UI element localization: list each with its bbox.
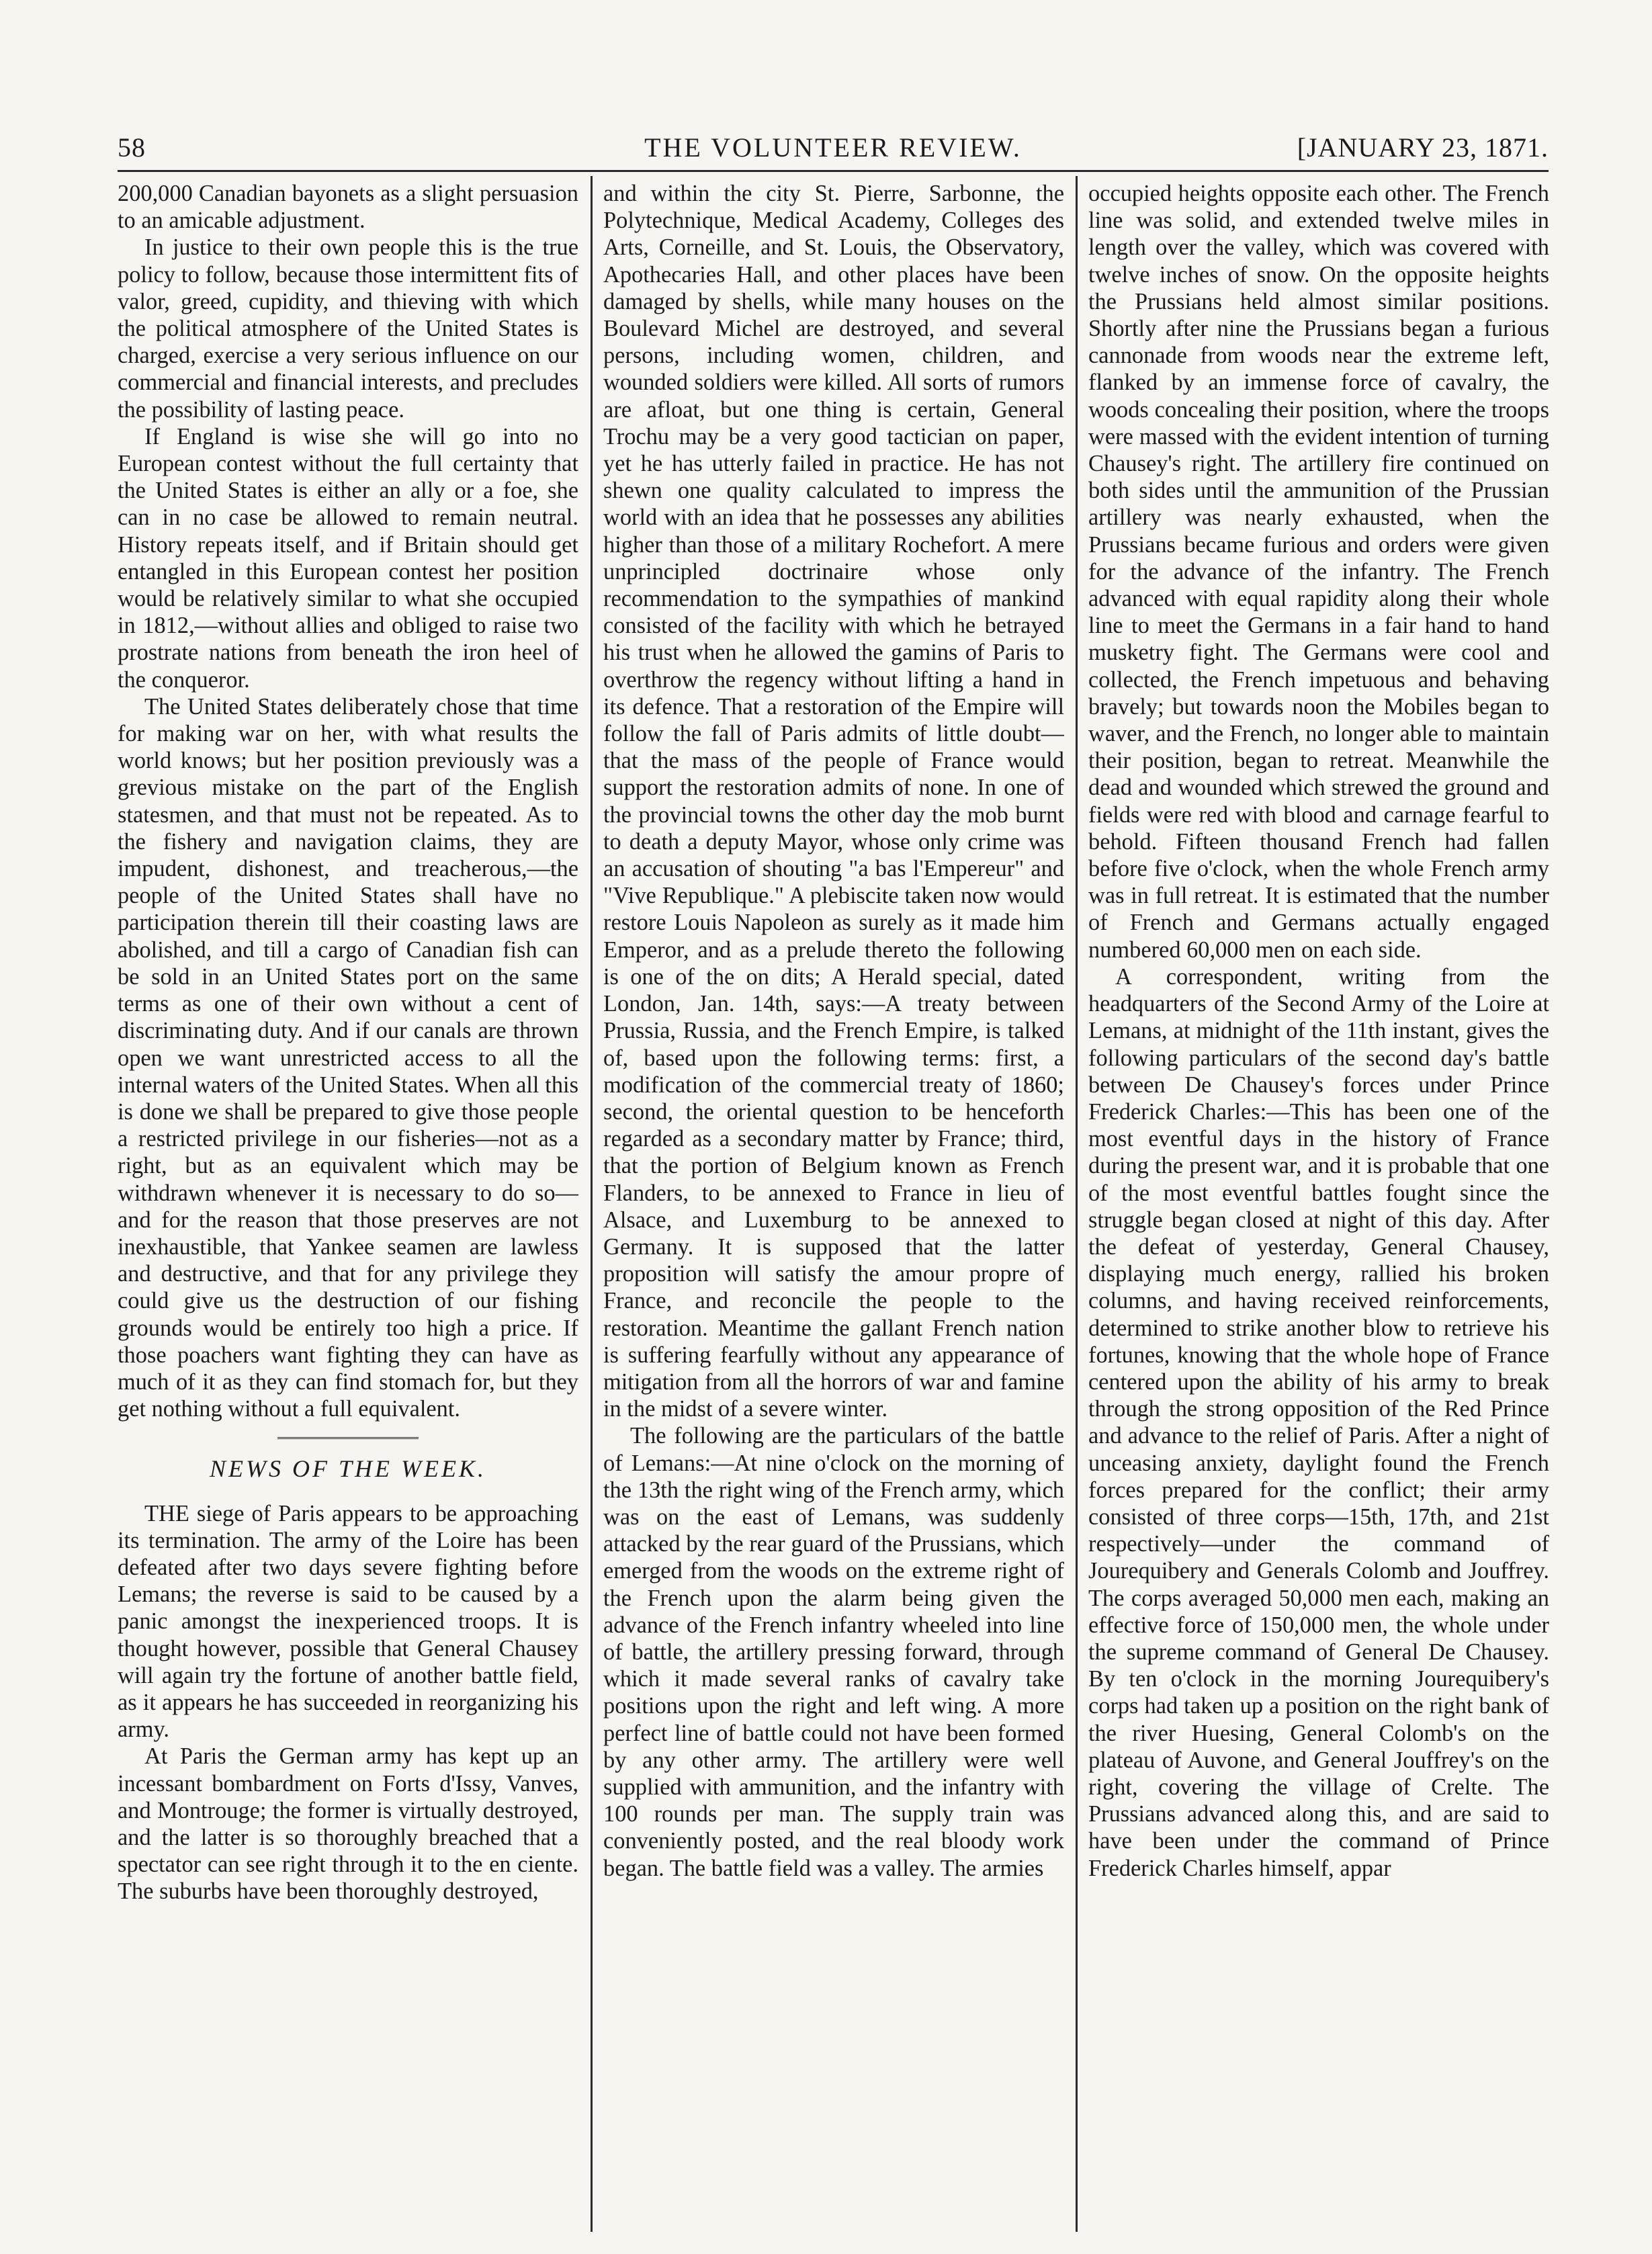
column-3 bbox=[1088, 180, 1549, 2236]
paragraph: The following are the particulars of the battle of Lemans:—At nine o'clock on the morning of the 13th the right wing of the French army, which was on the east of Lemans, was suddenly attacked by the rear guard of the Prussians, which emerged from the woods on the extreme right of the French upon the alarm being given the advance of the French infantry wheeled into line of battle, the artillery pressing forward, through which it made several ranks of cavalry take positions upon the right and left wing. A more perfect line of battle could not have been formed by any other army. The artillery were well supplied with ammunition, and the infantry with 100 rounds per man. The supply train was conveniently posted, and the real bloody work began. The battle field was a valley. The armies bbox=[603, 1423, 1064, 1881]
paragraph: 200,000 Canadian bayonets as a slight persuasion to an amicable adjustment. bbox=[118, 181, 578, 234]
paragraph: THE siege of Paris appears to be approaching its termination. The army of the Loire has been defeated after two days severe fighting before Lemans; the reverse is said to be caused by a panic amongst the inexperienced troops. It is thought however, possible that General Chausey will again try the fortune of another battle field, as it appears he has succeeded in reorganizing his army. bbox=[118, 1500, 578, 1743]
paragraph: In justice to their own people this is the true policy to follow, because those intermittent fits of valor, greed, cupidity, and thieving with which the political atmosphere of the United States is charged, exercise a very serious influence on our commercial and financial interests, and precludes the possibility of lasting peace. bbox=[118, 234, 578, 423]
column-divider-2 bbox=[1076, 176, 1078, 2232]
paragraph: The United States deliberately chose that time for making war on her, with what results the world knows; but her position previously was a grevious mistake on the part of the English statesmen, and that must not be repeated. As to the fishery and navigation claims, they are impudent, dishonest, and treacherous,—the people of the United States shall have no participation therein till their coasting laws are abolished, and till a cargo of Canadian fish can be sold in an United States port on the same terms as one of their own without a cent of discriminating duty. And if our canals are thrown open we want unrestricted access to all the internal waters of the United States. When all this is done we shall be prepared to give those people a restricted privilege in our fisheries—not as a right, but as an equivalent which may be withdrawn whenever it is necessary to do so—and for the reason that those preserves are not inexhaustible, that Yankee seamen are lawless and destructive, and that for any privilege they could give us the destruction of our fishing grounds would be entirely too high a price. If those poachers want fighting they can have as much of it as they can find stomach for, but they get nothing without a full equivalent. bbox=[118, 693, 578, 1422]
section-heading: NEWS OF THE WEEK. bbox=[210, 1455, 486, 1483]
page-number: 58 bbox=[118, 132, 146, 163]
paragraph: At Paris the German army has kept up an incessant bombardment on Forts d'Issy, Vanves, and Montrouge; the former is virtually destroyed, and the latter is so thoroughly breached that a spectator can see right through it to the en ciente. The suburbs have been thoroughly destroyed, bbox=[118, 1743, 578, 1905]
header-rule bbox=[118, 170, 1549, 172]
column-divider-1 bbox=[591, 176, 593, 2232]
issue-date: [JANUARY 23, 1871. bbox=[1297, 132, 1549, 163]
column-1 bbox=[118, 180, 578, 2236]
page-header bbox=[118, 132, 1549, 165]
paragraph: occupied heights opposite each other. The French line was solid, and extended twelve miles in length over the valley, which was covered with twelve inches of snow. On the opposite heights the Prussians held almost similar positions. Shortly after nine the Prussians began a furious cannonade from woods near the extreme left, flanked by an immense force of cavalry, the woods concealing their position, where the troops were massed with the evident intention of turning Chausey's right. The artillery fire continued on both sides until the ammunition of the Prussian artillery was nearly exhausted, when the Prussians became furious and orders were given for the advance of the infantry. The French advanced with equal rapidity along their whole line to meet the Germans in a fair hand to hand musketry fight. The Germans were cool and collected, the French impetuous and behaving bravely; but towards noon the Mobiles began to waver, and the French, no longer able to maintain their position, began to retreat. Meanwhile the dead and wounded which strewed the ground and fields were red with blood and carnage fearful to behold. Fifteen thousand French had fallen before five o'clock, when the whole French army was in full retreat. It is estimated that the number of French and Germans actually engaged numbered 60,000 men on each side. bbox=[1088, 181, 1549, 963]
paragraph: and within the city St. Pierre, Sarbonne, the Polytechnique, Medical Academy, Colleges des Arts, Corneille, and St. Louis, the Observatory, Apothecaries Hall, and other places have been damaged by shells, while many houses on the Boulevard Michel are destroyed, and several persons, including women, children, and wounded soldiers were killed. All sorts of rumors are afloat, but one thing is certain, General Trochu may be a very good tactician on paper, yet he has utterly failed in practice. He has not shewn one quality calculated to impress the world with an idea that he possesses any abilities higher than those of a military Rochefort. A mere unprincipled doctrinaire whose only recommendation to the sympathies of mankind consisted of the facility with which he betrayed his trust when he allowed the gamins of Paris to overthrow the regency without lifting a hand in its defence. That a restoration of the Empire will follow the fall of Paris admits of little doubt—that the mass of the people of France would support the restoration admits of none. In one of the provincial towns the other day the mob burnt to death a deputy Mayor, whose only crime was an accusation of shouting "a bas l'Empereur" and "Vive Republique." A plebiscite taken now would restore Louis Napoleon as surely as it made him Emperor, and as a prelude thereto the following is one of the on dits; A Herald special, dated London, Jan. 14th, says:—A treaty between Prussia, Russia, and the French Empire, is talked of, based upon the following terms: first, a modification of the commercial treaty of 1860; second, the oriental question to be henceforth regarded as a secondary matter by France; third, that the portion of Belgium known as French Flanders, to be annexed to France in lieu of Alsace, and Luxemburg to be annexed to Germany. It is supposed that the latter proposition will satisfy the amour propre of France, and reconcile the people to the restoration. Meantime the gallant French nation is suffering fearfully without any appearance of mitigation from all the horrors of war and famine in the midst of a severe winter. bbox=[603, 181, 1064, 1422]
paragraph: If England is wise she will go into no European contest without the full certainty that the United States is either an ally or a foe, she can in no case be allowed to remain neutral. History repeats itself, and if Britain should get entangled in this European contest her position would be relatively similar to what she occupied in 1812,—without allies and obliged to raise two prostrate nations from beneath the iron heel of the conqueror. bbox=[118, 423, 578, 693]
paragraph: A correspondent, writing from the headquarters of the Second Army of the Loire at Lemans, at midnight of the 11th instant, gives the following particulars of the second day's battle between De Chausey's forces under Prince Frederick Charles:—This has been one of the most eventful days in the history of France during the present war, and it is probable that one of the most eventful battles fought since the struggle began closed at night of this day. After the defeat of yesterday, General Chausey, displaying much energy, rallied his broken columns, and having received reinforcements, determined to strike another blow to retrieve his fortunes, knowing that the whole hope of France centered upon the ability of his army to break through the strong opposition of the Red Prince and advance to the relief of Paris. After a night of unceasing anxiety, daylight found the French forces prepared for the conflict; their army consisted of three corps—15th, 17th, and 21st respectively—under the command of Jourequibery and Generals Colomb and Jouffrey. The corps averaged 50,000 men each, making an effective force of 150,000 men, the whole under the supreme command of General De Chausey. By ten o'clock in the morning Jourequibery's corps had taken up a position on the right bank of the river Huesing, General Colomb's on the plateau of Auvone, and General Jouffrey's on the right, covering the village of Crelte. The Prussians advanced along this, and are said to have been under the command of Prince Frederick Charles himself, appar bbox=[1088, 963, 1549, 1881]
section-separator bbox=[277, 1437, 419, 1439]
column-2 bbox=[603, 180, 1064, 2236]
publication-title: THE VOLUNTEER REVIEW. bbox=[644, 132, 1022, 163]
